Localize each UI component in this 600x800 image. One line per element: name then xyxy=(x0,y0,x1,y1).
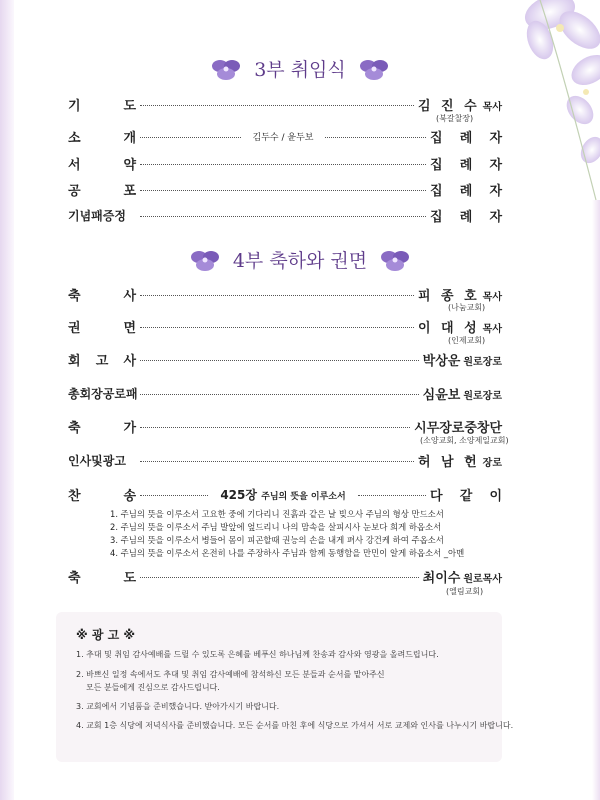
row-subtext: (소양교회, 소양제일교회) xyxy=(420,436,509,445)
section3-header xyxy=(0,55,600,85)
notice-item: 2. 바쁘신 일정 속에서도 추대 및 취임 감사예배에 참석하신 모든 분들과 순서를 맡아주신 xyxy=(76,670,385,679)
notice-item: 3. 교회에서 기념품을 준비했습니다. 받아가시기 바랍니다. xyxy=(76,702,280,711)
left-edge-tint xyxy=(0,0,14,800)
program-row-introduction: 소 개 김두수 / 윤두보 집 례 자 xyxy=(68,130,503,146)
right-edge-tint xyxy=(592,200,600,800)
hymn-lyric-line: 3. 주님의 뜻을 이루소서 병들어 몸이 피곤할때 권능의 손을 내게 펴사 강건케 하여 주옵소서 xyxy=(110,535,444,545)
notice-title: ※ 광 고 ※ xyxy=(76,628,136,642)
program-row-congratulation: 축 사 피 종 호 목사 xyxy=(68,288,502,304)
program-row-prayer: 기 도 김 진 수 목사 xyxy=(68,98,502,114)
violet-flower-icon xyxy=(189,248,221,272)
program-row-reminiscence: 회 고 사 박상운 원로장로 xyxy=(68,353,502,369)
row-subtext: (나눔교회) xyxy=(448,303,486,312)
violet-flower-icon xyxy=(358,57,390,81)
program-row-hymn: 찬 송 425장 주님의 뜻을 이루소서 다 같 이 xyxy=(68,487,503,504)
program-row-greeting: 인사및광고 허 남 헌 장로 xyxy=(68,453,502,470)
hymn-lyric-line: 2. 주님의 뜻을 이루소서 주님 발앞에 엎드리니 나의 맘속을 살피시사 눈보다 희게 하옵소서 xyxy=(110,522,442,532)
violet-flower-icon xyxy=(210,57,242,81)
notice-item: 1. 추대 및 취임 감사예배를 드릴 수 있도록 은혜를 베푸신 하나님께 찬송과 감사와 영광을 올려드립니다. xyxy=(76,650,439,659)
section3-title: 3부 취임식 xyxy=(254,59,346,81)
hymn-lyric-line: 1. 주님의 뜻을 이루소서 고요한 중에 기다리니 진흙과 같은 날 빚으사 주님의 형상 만드소서 xyxy=(110,509,444,519)
hymn-lyric-line: 4. 주님의 뜻을 이루소서 온전히 나를 주장하사 주님과 함께 동행함을 만민이 알게 하옵소서 _아멘 xyxy=(110,548,465,558)
notice-item: 모든 분들에게 진심으로 감사드립니다. xyxy=(86,683,220,692)
program-row-proclamation: 공 포 집 례 자 xyxy=(68,183,502,199)
program-row-choir: 축 가 시무장로중창단 xyxy=(68,420,502,436)
program-row-plaque: 기념패증정 집 례 자 xyxy=(68,208,502,225)
violet-flower-icon xyxy=(379,248,411,272)
program-row-merit-plaque: 총회장공로패 심윤보 원로장로 xyxy=(68,386,502,403)
section4-title: 4부 축하와 권면 xyxy=(232,250,368,272)
program-row-exhortation: 권 면 이 대 성 목사 xyxy=(68,320,502,336)
section4-header xyxy=(0,246,600,276)
program-row-oath: 서 약 집 례 자 xyxy=(68,157,502,173)
notice-item: 4. 교회 1층 식당에 저녁식사를 준비했습니다. 모든 순서를 마친 후에 식당으로 가셔서 서로 교제와 인사를 나누시기 바랍니다. xyxy=(76,721,514,730)
row-subtext: (인제교회) xyxy=(448,336,486,345)
row-subtext: (북갈찰장) xyxy=(436,114,474,123)
row-subtext: (엘림교회) xyxy=(446,587,484,596)
program-row-benediction: 축 도 최이수 원로목사 xyxy=(68,570,502,586)
